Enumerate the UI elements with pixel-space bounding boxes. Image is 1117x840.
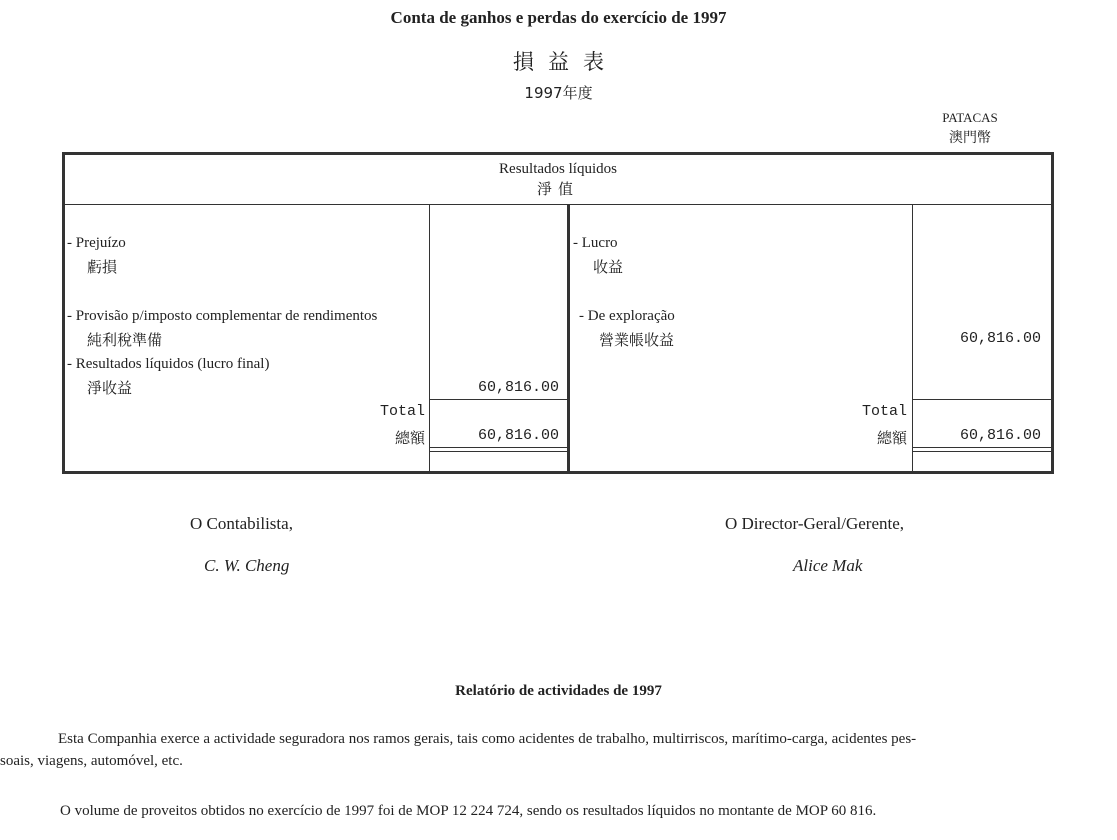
- director-name: Alice Mak: [793, 556, 863, 575]
- left-item-net-result: [67, 352, 269, 400]
- left-total-rule-2: [430, 451, 567, 452]
- accountant-role: O Contabilista,: [190, 514, 293, 533]
- right-item-operations: [579, 304, 675, 352]
- accountant-name: C. W. Cheng: [204, 556, 290, 575]
- left-item-label-chinese: 淨收益: [87, 379, 133, 397]
- currency-name: PATACAS: [942, 110, 998, 125]
- right-total-amount: 60,816.00: [959, 427, 1041, 444]
- right-total-label-chinese: 總額: [876, 429, 907, 447]
- right-item-profit: [573, 231, 623, 279]
- left-item-label: - Resultados líquidos (lucro final): [67, 356, 270, 372]
- right-total-label: Total: [861, 403, 907, 420]
- document-title-chinese: 損益表: [513, 50, 618, 74]
- report-paragraph-1: Esta Companhia exerce a actividade seguradora nos ramos gerais, tais como acidentes de trabalho, multirriscos, marítimo-carga, acidentes pes-: [58, 731, 917, 747]
- right-total-rule-2: [913, 451, 1051, 452]
- left-subtotal-rule: [430, 399, 567, 400]
- left-total-label: Total: [379, 403, 425, 420]
- left-net-result-amount: 60,816.00: [477, 379, 559, 396]
- left-item-label: - Prejuízo: [67, 235, 126, 251]
- currency-name-chinese: 澳門幣: [949, 130, 991, 146]
- table-heading-label: Resultados líquidos: [499, 161, 617, 177]
- document-title: Conta de ganhos e perdas do exercício de 1997: [390, 8, 727, 27]
- right-amount-column-divider: [912, 205, 913, 471]
- report-title: Relatório de actividades de 1997: [455, 683, 662, 699]
- profit-loss-table: [62, 152, 1054, 474]
- left-item-tax-provision: [67, 304, 377, 352]
- left-total-label-chinese: 總額: [394, 429, 425, 447]
- right-item-label-chinese: 營業帳收益: [599, 331, 675, 349]
- left-item-label: - Provisão p/imposto complementar de rendimentos: [67, 308, 378, 324]
- right-total-rule-1: [913, 447, 1051, 448]
- right-item-label: - Lucro: [573, 235, 618, 251]
- right-item-label: - De exploração: [579, 308, 675, 324]
- report-paragraph-1-continued: soais, viagens, automóvel, etc.: [0, 753, 183, 769]
- fiscal-year: 1997年度: [524, 84, 593, 102]
- currency-label: [920, 108, 1020, 148]
- left-item-label-chinese: 純利稅準備: [87, 331, 163, 349]
- center-divider: [567, 205, 570, 471]
- table-heading-label-chinese: 淨值: [536, 180, 579, 198]
- table-heading: [65, 155, 1051, 205]
- right-operations-amount: 60,816.00: [959, 330, 1041, 347]
- left-amount-column-divider: [429, 205, 430, 471]
- report-paragraph-2: O volume de proveitos obtidos no exercício de 1997 foi de MOP 12 224 724, sendo os resultados líquidos no montante de MOP 60 816.: [60, 803, 877, 819]
- right-subtotal-rule: [913, 399, 1051, 400]
- left-total-rule-1: [430, 447, 567, 448]
- left-item-loss: [67, 231, 126, 279]
- left-item-label-chinese: 虧損: [87, 258, 118, 276]
- left-total-amount: 60,816.00: [477, 427, 559, 444]
- director-role: O Director-Geral/Gerente,: [725, 514, 905, 533]
- right-item-label-chinese: 收益: [593, 258, 624, 276]
